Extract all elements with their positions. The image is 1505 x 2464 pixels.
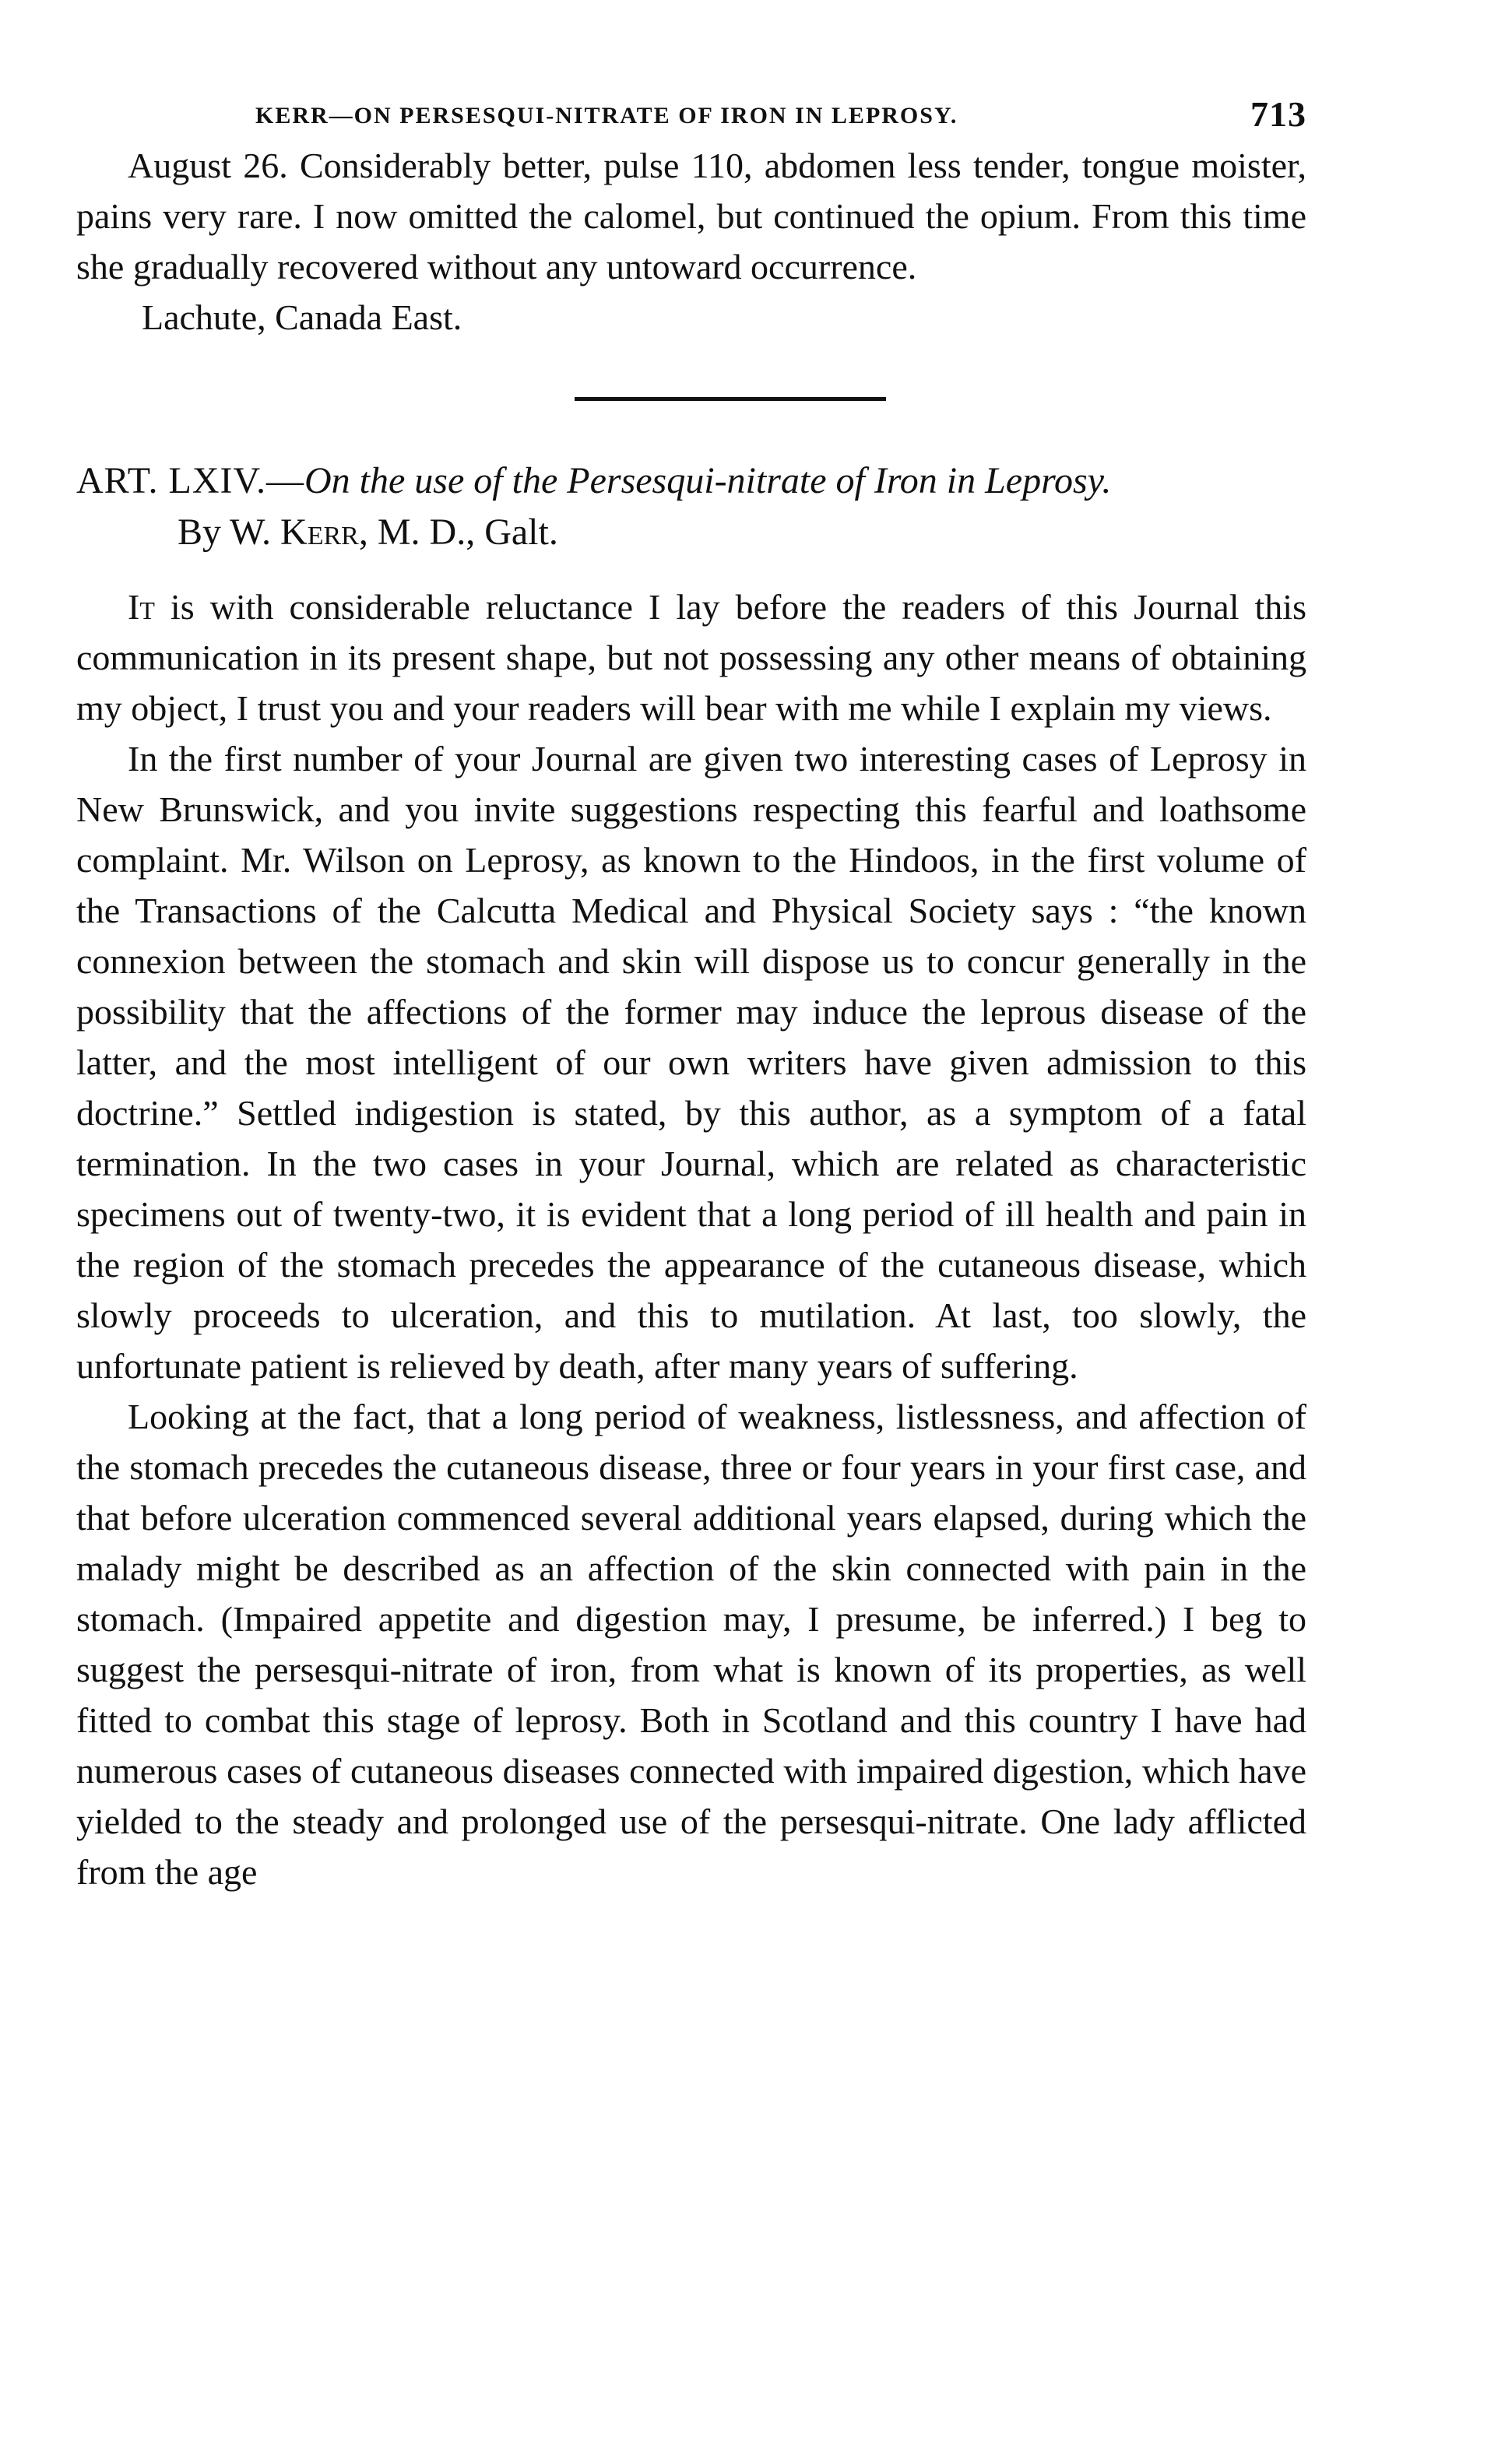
running-title: KERR—ON PERSESQUI-NITRATE OF IRON IN LEPROSY. (255, 103, 958, 128)
author-surname: Kerr (280, 511, 359, 553)
section-divider (575, 397, 886, 401)
paragraph-2: In the first number of your Journal are given two interesting cases of Leprosy in New Brunswick, and you invite suggestions respecting this fearful and loathsome complaint. Mr. Wilson on Leprosy, as known to the Hindoos, in the first volume of the Transactions of the Calcutta Medical and Physical Society says : “the known connexion between the stomach and skin will dispose us to concur generally in the possibility that the affections of the former may induce the leprous disease of the latter, and the most intelligent of our own writers have given admission to this doctrine.” Settled indigestion is stated, by this author, as a symptom of a fatal termination. In the two cases in your Journal, which are related as characteristic specimens out of twenty-two, it is evident that a long period of ill health and pain in the region of the stomach precedes the appearance of the cutaneous disease, which slowly proceeds to ulceration, and this to mutilation. At last, too slowly, the unfortunate patient is relieved by death, after many years of suffering. (76, 739, 1306, 1386)
running-head (76, 93, 1306, 140)
byline-prefix: By W. (178, 511, 281, 553)
article-byline (178, 507, 1306, 558)
paragraph-1-lead: It (128, 587, 155, 627)
page (76, 93, 1306, 1897)
paragraph-3: Looking at the fact, that a long period of weakness, listlessness, and affection of the stomach precedes the cutaneous disease, three or four years in your first case, and that before ulceration commenced several additional years elapsed, during which the malady might be described as an affection of the skin connected with pain in the stomach. (Impaired appetite and digestion may, I presume, be inferred.) I beg to suggest the persesqui-nitrate of iron, from what is known of its properties, as well fitted to combat this stage of leprosy. Both in Scotland and this country I have had numerous cases of cutaneous diseases connected with impaired digestion, which have yielded to the steady and prolonged use of the persesqui-nitrate. One lady afflicted from the age (76, 1397, 1306, 1892)
paragraph-1 (76, 582, 1306, 733)
byline-suffix: , M. D., Galt. (358, 511, 558, 553)
paragraph-1-text: is with considerable reluctance I lay before the readers of this Journal this communication in its present shape, but not possessing any other means of obtaining my object, I trust you and your readers will bear with me while I explain my views. (76, 587, 1306, 728)
prev-article-paragraph: August 26. Considerably better, pulse 110, abdomen less tender, tongue moister, pains very rare. I now omitted the calomel, but continued the opium. From this time she gradually recovered without any untoward occurrence. (76, 146, 1306, 286)
page-number: 713 (1250, 94, 1306, 134)
prev-article-place: Lachute, Canada East. (142, 297, 462, 337)
article-label: ART. LXIV.— (76, 460, 304, 501)
article-title: On the use of the Persesqui-nitrate of Iron in Leprosy. (304, 460, 1112, 501)
article-heading (76, 455, 1306, 558)
